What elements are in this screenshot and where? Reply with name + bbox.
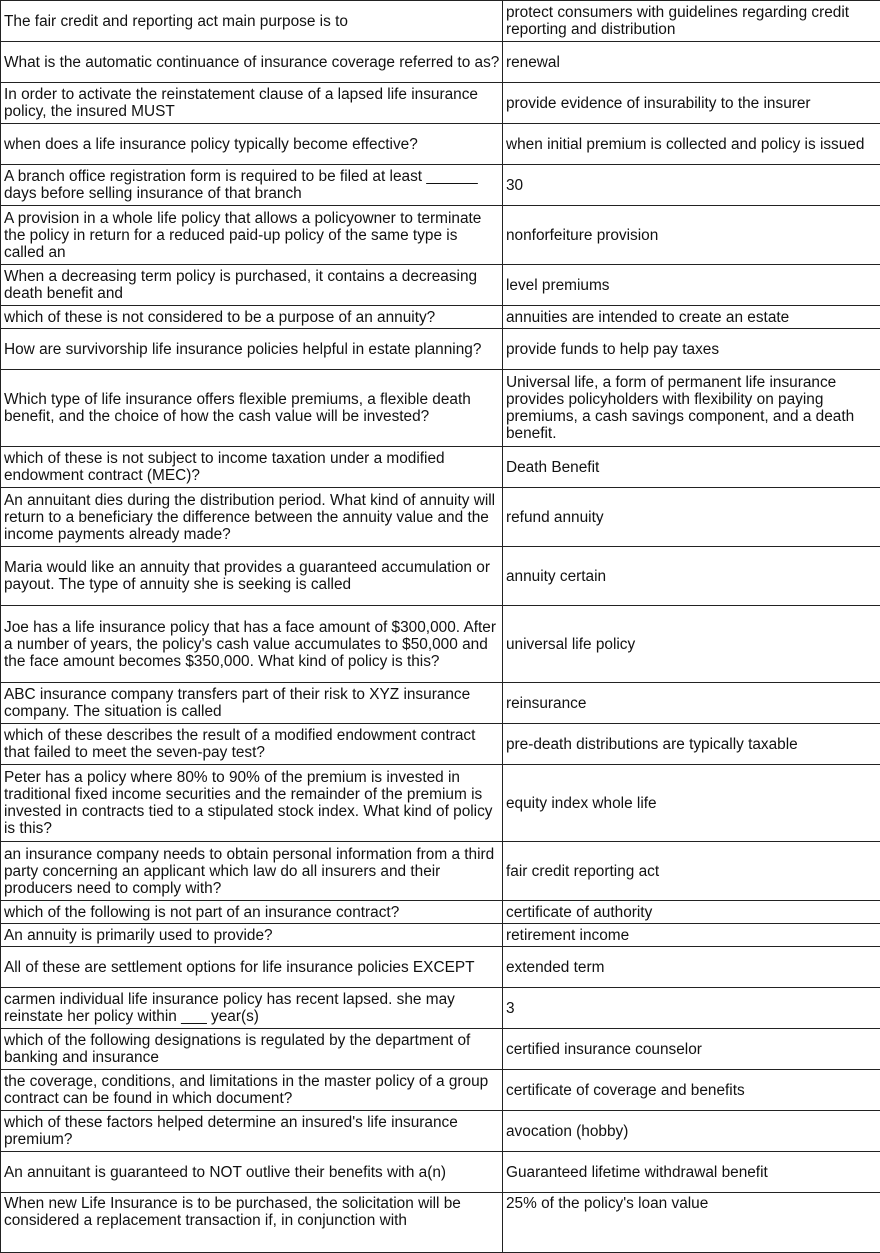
question-cell: which of the following is not part of an insurance contract? bbox=[1, 901, 503, 924]
answer-cell: certificate of coverage and benefits bbox=[503, 1070, 880, 1111]
table-row bbox=[1, 901, 880, 924]
table-row bbox=[1, 42, 880, 83]
table-row bbox=[1, 606, 880, 683]
question-cell: An annuitant dies during the distribution period. What kind of annuity will return to a beneficiary the difference between the annuity value and the income payments already made? bbox=[1, 488, 503, 547]
table-row bbox=[1, 1070, 880, 1111]
question-cell: Maria would like an annuity that provides a guaranteed accumulation or payout. The type of annuity she is seeking is called bbox=[1, 547, 503, 606]
question-cell: Joe has a life insurance policy that has a face amount of $300,000. After a number of years, the policy's cash value accumulates to $50,000 and the face amount becomes $350,000. What kind of policy is this? bbox=[1, 606, 503, 683]
answer-cell: provide funds to help pay taxes bbox=[503, 329, 880, 370]
answer-cell: pre-death distributions are typically taxable bbox=[503, 724, 880, 765]
answer-cell: refund annuity bbox=[503, 488, 880, 547]
table-row bbox=[1, 842, 880, 901]
answer-cell: when initial premium is collected and policy is issued bbox=[503, 124, 880, 165]
question-cell: All of these are settlement options for life insurance policies EXCEPT bbox=[1, 947, 503, 988]
question-cell: which of these describes the result of a modified endowment contract that failed to meet the seven-pay test? bbox=[1, 724, 503, 765]
table-row bbox=[1, 947, 880, 988]
answer-cell: certified insurance counselor bbox=[503, 1029, 880, 1070]
table-row bbox=[1, 165, 880, 206]
question-cell: which of these factors helped determine an insured's life insurance premium? bbox=[1, 1111, 503, 1152]
question-cell: which of the following designations is regulated by the department of banking and insurance bbox=[1, 1029, 503, 1070]
table-row bbox=[1, 488, 880, 547]
table-row bbox=[1, 988, 880, 1029]
answer-cell: nonforfeiture provision bbox=[503, 206, 880, 265]
question-cell: In order to activate the reinstatement clause of a lapsed life insurance policy, the insured MUST bbox=[1, 83, 503, 124]
table-row bbox=[1, 306, 880, 329]
answer-cell: avocation (hobby) bbox=[503, 1111, 880, 1152]
table-row bbox=[1, 1, 880, 42]
table-row bbox=[1, 724, 880, 765]
table-row bbox=[1, 683, 880, 724]
table-row bbox=[1, 547, 880, 606]
question-cell: when does a life insurance policy typically become effective? bbox=[1, 124, 503, 165]
question-cell: Peter has a policy where 80% to 90% of the premium is invested in traditional fixed income securities and the remainder of the premium is invested in contracts tied to a stipulated stock index. What kind of policy is this? bbox=[1, 765, 503, 842]
question-cell: which of these is not subject to income taxation under a modified endowment contract (MEC)? bbox=[1, 447, 503, 488]
table-row bbox=[1, 329, 880, 370]
table-row bbox=[1, 265, 880, 306]
table-row bbox=[1, 924, 880, 947]
table-row bbox=[1, 83, 880, 124]
table-row bbox=[1, 206, 880, 265]
answer-cell: certificate of authority bbox=[503, 901, 880, 924]
table-row bbox=[1, 370, 880, 447]
answer-cell: protect consumers with guidelines regarding credit reporting and distribution bbox=[503, 1, 880, 42]
table-row bbox=[1, 1111, 880, 1152]
question-cell: ABC insurance company transfers part of their risk to XYZ insurance company. The situation is called bbox=[1, 683, 503, 724]
answer-cell: annuities are intended to create an estate bbox=[503, 306, 880, 329]
answer-cell: retirement income bbox=[503, 924, 880, 947]
answer-cell: Death Benefit bbox=[503, 447, 880, 488]
question-cell: An annuitant is guaranteed to NOT outlive their benefits with a(n) bbox=[1, 1152, 503, 1193]
question-cell: When new Life Insurance is to be purchased, the solicitation will be considered a replacement transaction if, in conjunction with bbox=[1, 1193, 503, 1253]
question-cell: When a decreasing term policy is purchased, it contains a decreasing death benefit and bbox=[1, 265, 503, 306]
answer-cell: 30 bbox=[503, 165, 880, 206]
question-cell: An annuity is primarily used to provide? bbox=[1, 924, 503, 947]
question-cell: The fair credit and reporting act main purpose is to bbox=[1, 1, 503, 42]
table-row bbox=[1, 765, 880, 842]
answer-cell: extended term bbox=[503, 947, 880, 988]
answer-cell: renewal bbox=[503, 42, 880, 83]
table-row bbox=[1, 1193, 880, 1253]
question-cell: What is the automatic continuance of insurance coverage referred to as? bbox=[1, 42, 503, 83]
table-row bbox=[1, 124, 880, 165]
answer-cell: 3 bbox=[503, 988, 880, 1029]
answer-cell: provide evidence of insurability to the insurer bbox=[503, 83, 880, 124]
table-row bbox=[1, 1029, 880, 1070]
answer-cell: 25% of the policy's loan value bbox=[503, 1193, 880, 1253]
answer-cell: Universal life, a form of permanent life insurance provides policyholders with flexibility on paying premiums, a cash savings component, and a death benefit. bbox=[503, 370, 880, 447]
answer-cell: reinsurance bbox=[503, 683, 880, 724]
question-cell: Which type of life insurance offers flexible premiums, a flexible death benefit, and the choice of how the cash value will be invested? bbox=[1, 370, 503, 447]
answer-cell: fair credit reporting act bbox=[503, 842, 880, 901]
question-cell: A provision in a whole life policy that allows a policyowner to terminate the policy in return for a reduced paid-up policy of the same type is called an bbox=[1, 206, 503, 265]
question-cell: the coverage, conditions, and limitations in the master policy of a group contract can be found in which document? bbox=[1, 1070, 503, 1111]
answer-cell: level premiums bbox=[503, 265, 880, 306]
question-cell: A branch office registration form is required to be filed at least ______ days before selling insurance of that branch bbox=[1, 165, 503, 206]
answer-cell: universal life policy bbox=[503, 606, 880, 683]
answer-cell: annuity certain bbox=[503, 547, 880, 606]
question-cell: How are survivorship life insurance policies helpful in estate planning? bbox=[1, 329, 503, 370]
question-cell: which of these is not considered to be a purpose of an annuity? bbox=[1, 306, 503, 329]
question-cell: an insurance company needs to obtain personal information from a third party concerning an applicant which law do all insurers and their producers need to comply with? bbox=[1, 842, 503, 901]
table-row bbox=[1, 1152, 880, 1193]
table-row bbox=[1, 447, 880, 488]
answer-cell: Guaranteed lifetime withdrawal benefit bbox=[503, 1152, 880, 1193]
answer-cell: equity index whole life bbox=[503, 765, 880, 842]
question-cell: carmen individual life insurance policy has recent lapsed. she may reinstate her policy within ___ year(s) bbox=[1, 988, 503, 1029]
